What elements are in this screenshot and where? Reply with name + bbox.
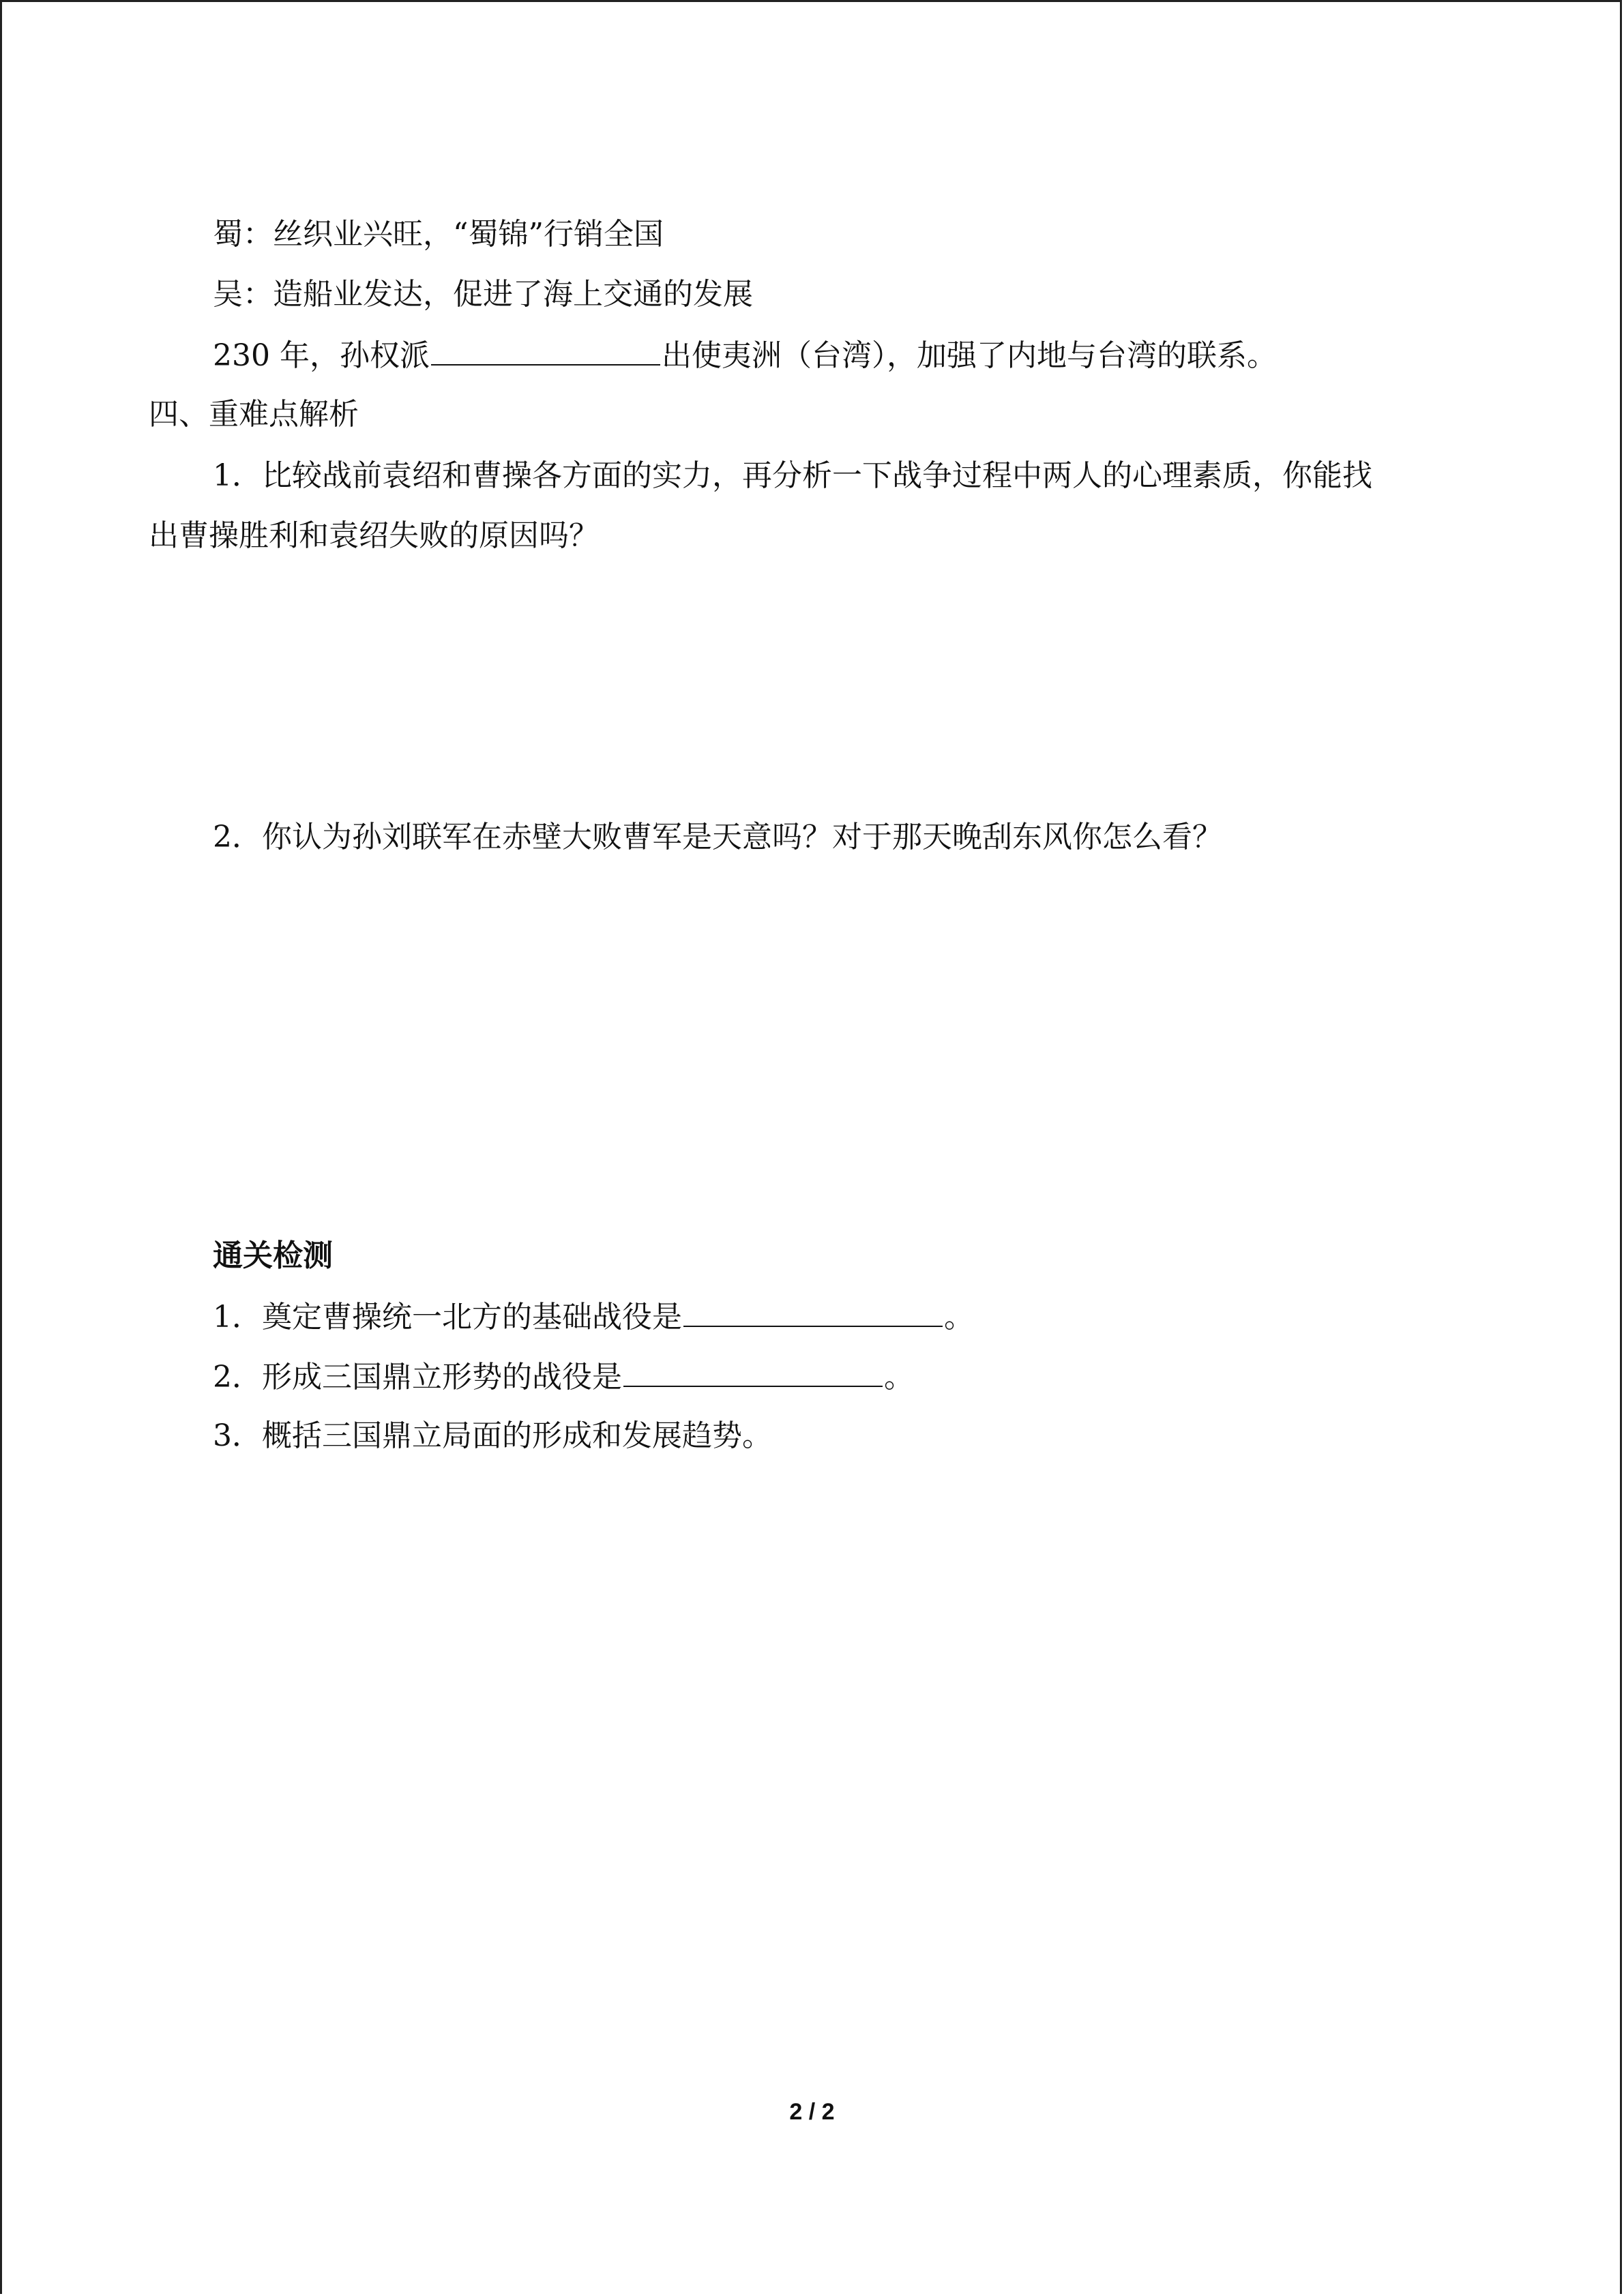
question-1-line-1: 1．比较战前袁绍和曹操各方面的实力，再分析一下战争过程中两人的心理素质，你能找 xyxy=(213,458,1372,493)
test-item-1 xyxy=(213,1296,974,1338)
page-number: 2 / 2 xyxy=(789,2099,835,2125)
test-item-2 xyxy=(213,1356,914,1398)
section-title: 四、重难点解析 xyxy=(149,397,359,432)
year-line-suffix: 出使夷洲（台湾），加强了内地与台湾的联系。 xyxy=(661,338,1277,373)
test-item-2-suffix: 。 xyxy=(884,1360,914,1395)
test-item-3: 3．概括三国鼎立局面的形成和发展趋势。 xyxy=(213,1418,772,1453)
test-item-2-prefix: 2．形成三国鼎立形势的战役是 xyxy=(213,1360,622,1395)
test-item-1-prefix: 1．奠定曹操统一北方的基础战役是 xyxy=(213,1300,682,1335)
year-line xyxy=(213,334,1277,376)
year-line-prefix: 230 年，孙权派 xyxy=(213,338,430,373)
question-1-line-2: 出曹操胜利和袁绍失败的原因吗？ xyxy=(149,518,599,553)
test-item-2-blank[interactable] xyxy=(623,1356,883,1387)
envoy-answer-blank[interactable] xyxy=(431,334,660,366)
shu-line: 蜀：丝织业兴旺，“蜀锦”行销全国 xyxy=(213,217,664,252)
test-item-1-suffix: 。 xyxy=(944,1300,974,1335)
question-2: 2．你认为孙刘联军在赤壁大败曹军是天意吗？对于那天晚刮东风你怎么看？ xyxy=(213,820,1222,854)
wu-line: 吴：造船业发达，促进了海上交通的发展 xyxy=(213,277,753,312)
test-item-1-blank[interactable] xyxy=(683,1296,943,1327)
test-title: 通关检测 xyxy=(213,1238,333,1273)
